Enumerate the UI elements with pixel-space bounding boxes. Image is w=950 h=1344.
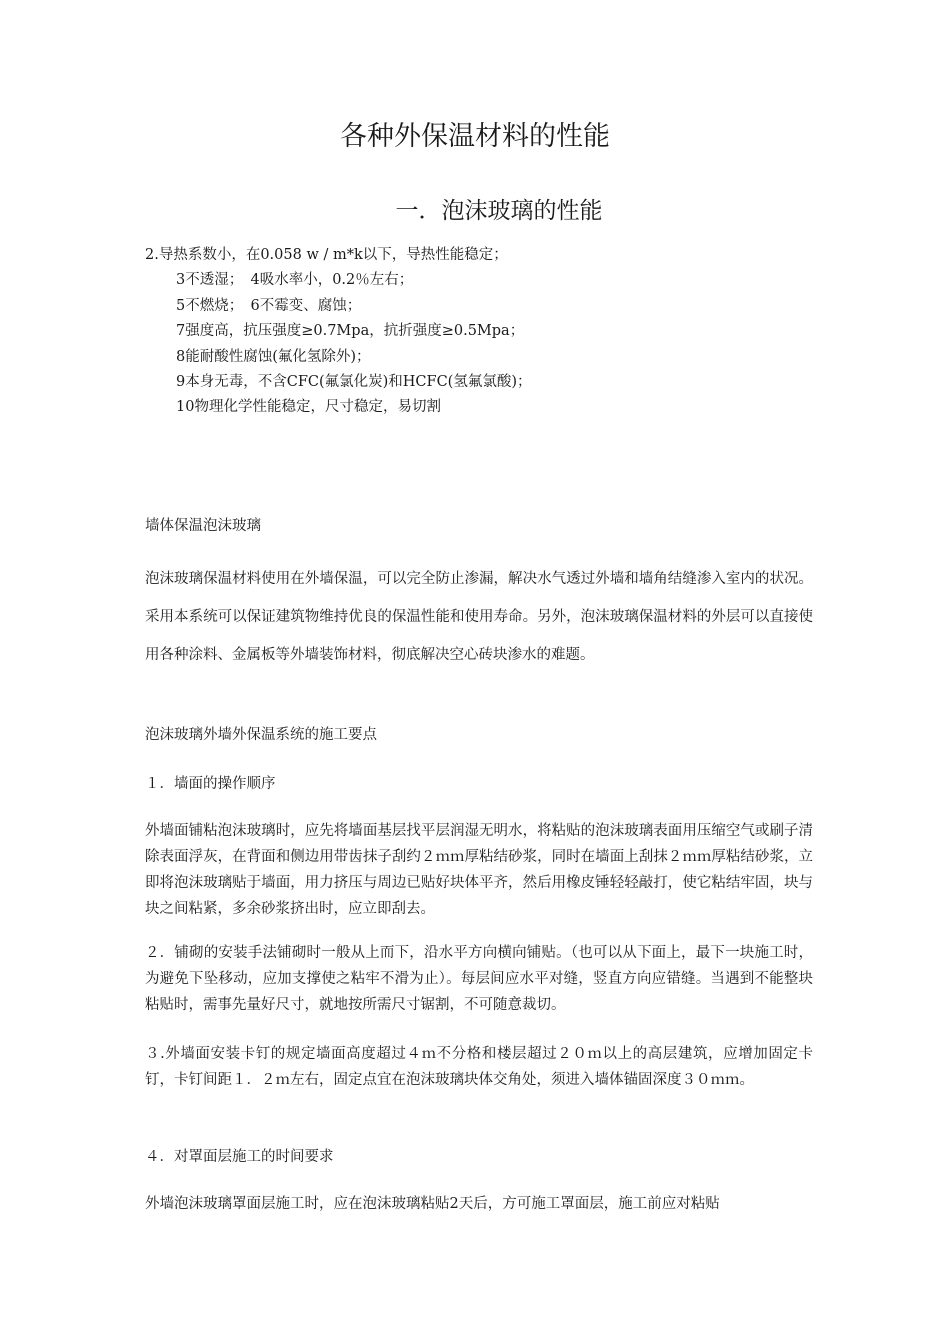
step4-heading: ４．对罩面层施工的时间要求 <box>145 1149 334 1165</box>
step4-paragraph: 外墙泡沫玻璃罩面层施工时，应在泡沫玻璃粘贴2天后，方可施工罩面层，施工前应对粘贴 <box>145 1196 720 1212</box>
property-line: 10物理化学性能稳定，尺寸稳定，易切割 <box>176 399 441 415</box>
property-line: 2.导热系数小，在0.058 w / m*k以下，导热性能稳定； <box>145 247 508 263</box>
step1-heading: １．墙面的操作顺序 <box>145 776 276 792</box>
document-title: 各种外保温材料的性能 <box>340 121 610 152</box>
property-line: 9本身无毒，不含CFC(氟氯化炭)和HCFC(氢氟氯酸)； <box>176 374 532 390</box>
step1-paragraph: 外墙面铺粘泡沫玻璃时，应先将墙面基层找平层润湿无明水，将粘贴的泡沫玻璃表面用压缩空气或刷子清除表面浮灰，在背面和侧边用带齿抹子刮约２ｍｍ厚粘结砂浆，同时在墙面上刮抹２ｍｍ厚粘结砂浆，立即将泡沫玻璃贴于墙面，用力挤压与周边已贴好块体平齐，然后用橡皮锤轻轻敲打，使它粘结牢固，块与块之间粘紧，多余砂浆挤出时，应立即刮去。 <box>145 823 813 917</box>
step2-paragraph: ２．铺砌的安装手法铺砌时一般从上而下，沿水平方向横向铺贴。（也可以从下面上，最下一块施工时，为避免下坠移动，应加支撑使之粘牢不滑为止）。每层间应水平对缝，竖直方向应错缝。当遇到不能整块粘贴时，需事先量好尺寸，就地按所需尺寸锯割，不可随意裁切。 <box>145 945 813 1013</box>
intro-paragraph: 泡沫玻璃保温材料使用在外墙保温，可以完全防止渗漏，解决水气透过外墙和墙角结缝渗入室内的状况。采用本系统可以保证建筑物维持优良的保温性能和使用寿命。另外，泡沫玻璃保温材料的外层可以直接使用各种涂料、金属板等外墙装饰材料，彻底解决空心砖块渗水的难题。 <box>145 571 813 663</box>
section-heading: 墙体保温泡沫玻璃 <box>145 518 261 534</box>
property-line: 3不透湿； 4吸水率小，0.2％左右； <box>176 272 414 288</box>
property-line: 7强度高，抗压强度≥0.7Mpa，抗折强度≥0.5Mpa； <box>176 323 525 339</box>
section-title: 一．泡沫玻璃的性能 <box>395 198 603 224</box>
construction-heading: 泡沫玻璃外墙外保温系统的施工要点 <box>145 727 377 743</box>
property-line: 8能耐酸性腐蚀(氟化氢除外)； <box>176 349 371 365</box>
step3-paragraph: ３.外墙面安装卡钉的规定墙面高度超过４ｍ不分格和楼层超过２０ｍ以上的高层建筑，应增加固定卡钉，卡钉间距１．２ｍ左右，固定点宜在泡沫玻璃块体交角处，须进入墙体锚固深度３０ｍｍ。 <box>145 1046 813 1088</box>
property-line: 5不燃烧； 6不霉变、腐蚀； <box>176 298 362 314</box>
